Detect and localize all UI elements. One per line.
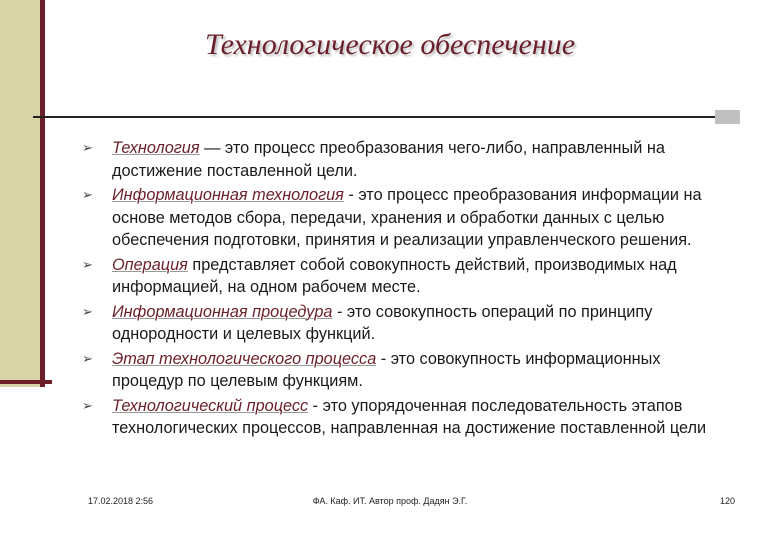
bullet-text: — это процесс преобразования чего-либо, направленный на достижение поставленной цели. bbox=[112, 139, 665, 180]
arrow-bullet-icon: ➢ bbox=[82, 350, 93, 366]
footer-date: 17.02.2018 2:56 bbox=[88, 496, 154, 506]
bullet-item bbox=[82, 137, 732, 182]
bullet-text: - это совокупность информационных процедур по целевым функциям. bbox=[112, 349, 661, 390]
bullet-term: Информационная технология bbox=[112, 186, 344, 204]
bullet-text: - это упорядоченная последовательность этапов технологических процессов, направленная на достижение поставленной цели bbox=[112, 396, 707, 437]
bullet-list bbox=[82, 137, 732, 442]
arrow-bullet-icon: ➢ bbox=[82, 256, 93, 272]
bullet-term: Информационная процедура bbox=[112, 302, 333, 321]
arrow-bullet-icon: ➢ bbox=[82, 303, 93, 319]
bullet-text: - это совокупность операций по принципу однородности и целевых функций. bbox=[112, 302, 653, 343]
bullet-item bbox=[82, 348, 732, 393]
page-number: 120 bbox=[719, 496, 735, 506]
footer-author: ФА. Каф. ИТ. Автор проф. Дадян Э.Г. bbox=[312, 496, 468, 506]
bullet-item bbox=[82, 301, 732, 346]
side-foot-rule bbox=[0, 380, 52, 384]
arrow-bullet-icon: ➢ bbox=[82, 187, 93, 202]
bullet-term: Технологический процесс bbox=[112, 396, 309, 415]
bullet-item bbox=[82, 254, 732, 299]
top-rule bbox=[33, 116, 740, 118]
bullet-item bbox=[82, 395, 732, 440]
arrow-bullet-icon: ➢ bbox=[82, 397, 93, 413]
bullet-text: - это процесс преобразования информации на основе методов сбора, передачи, хранения и обработки данных с целью обеспечения подготовки, принятия и реализации управленческого решения. bbox=[112, 186, 702, 249]
bullet-item bbox=[82, 184, 732, 252]
bullet-term: Операция bbox=[112, 255, 188, 274]
bullet-term: Технология bbox=[112, 139, 200, 157]
bullet-term: Этап технологического процесса bbox=[112, 349, 377, 368]
bullet-text: представляет собой совокупность действий, производимых над информацией, на одном рабочем месте. bbox=[112, 255, 677, 296]
top-rule-block bbox=[715, 110, 740, 124]
arrow-bullet-icon: ➢ bbox=[82, 140, 93, 155]
slide-title: Технологическое обеспечение bbox=[204, 28, 576, 61]
